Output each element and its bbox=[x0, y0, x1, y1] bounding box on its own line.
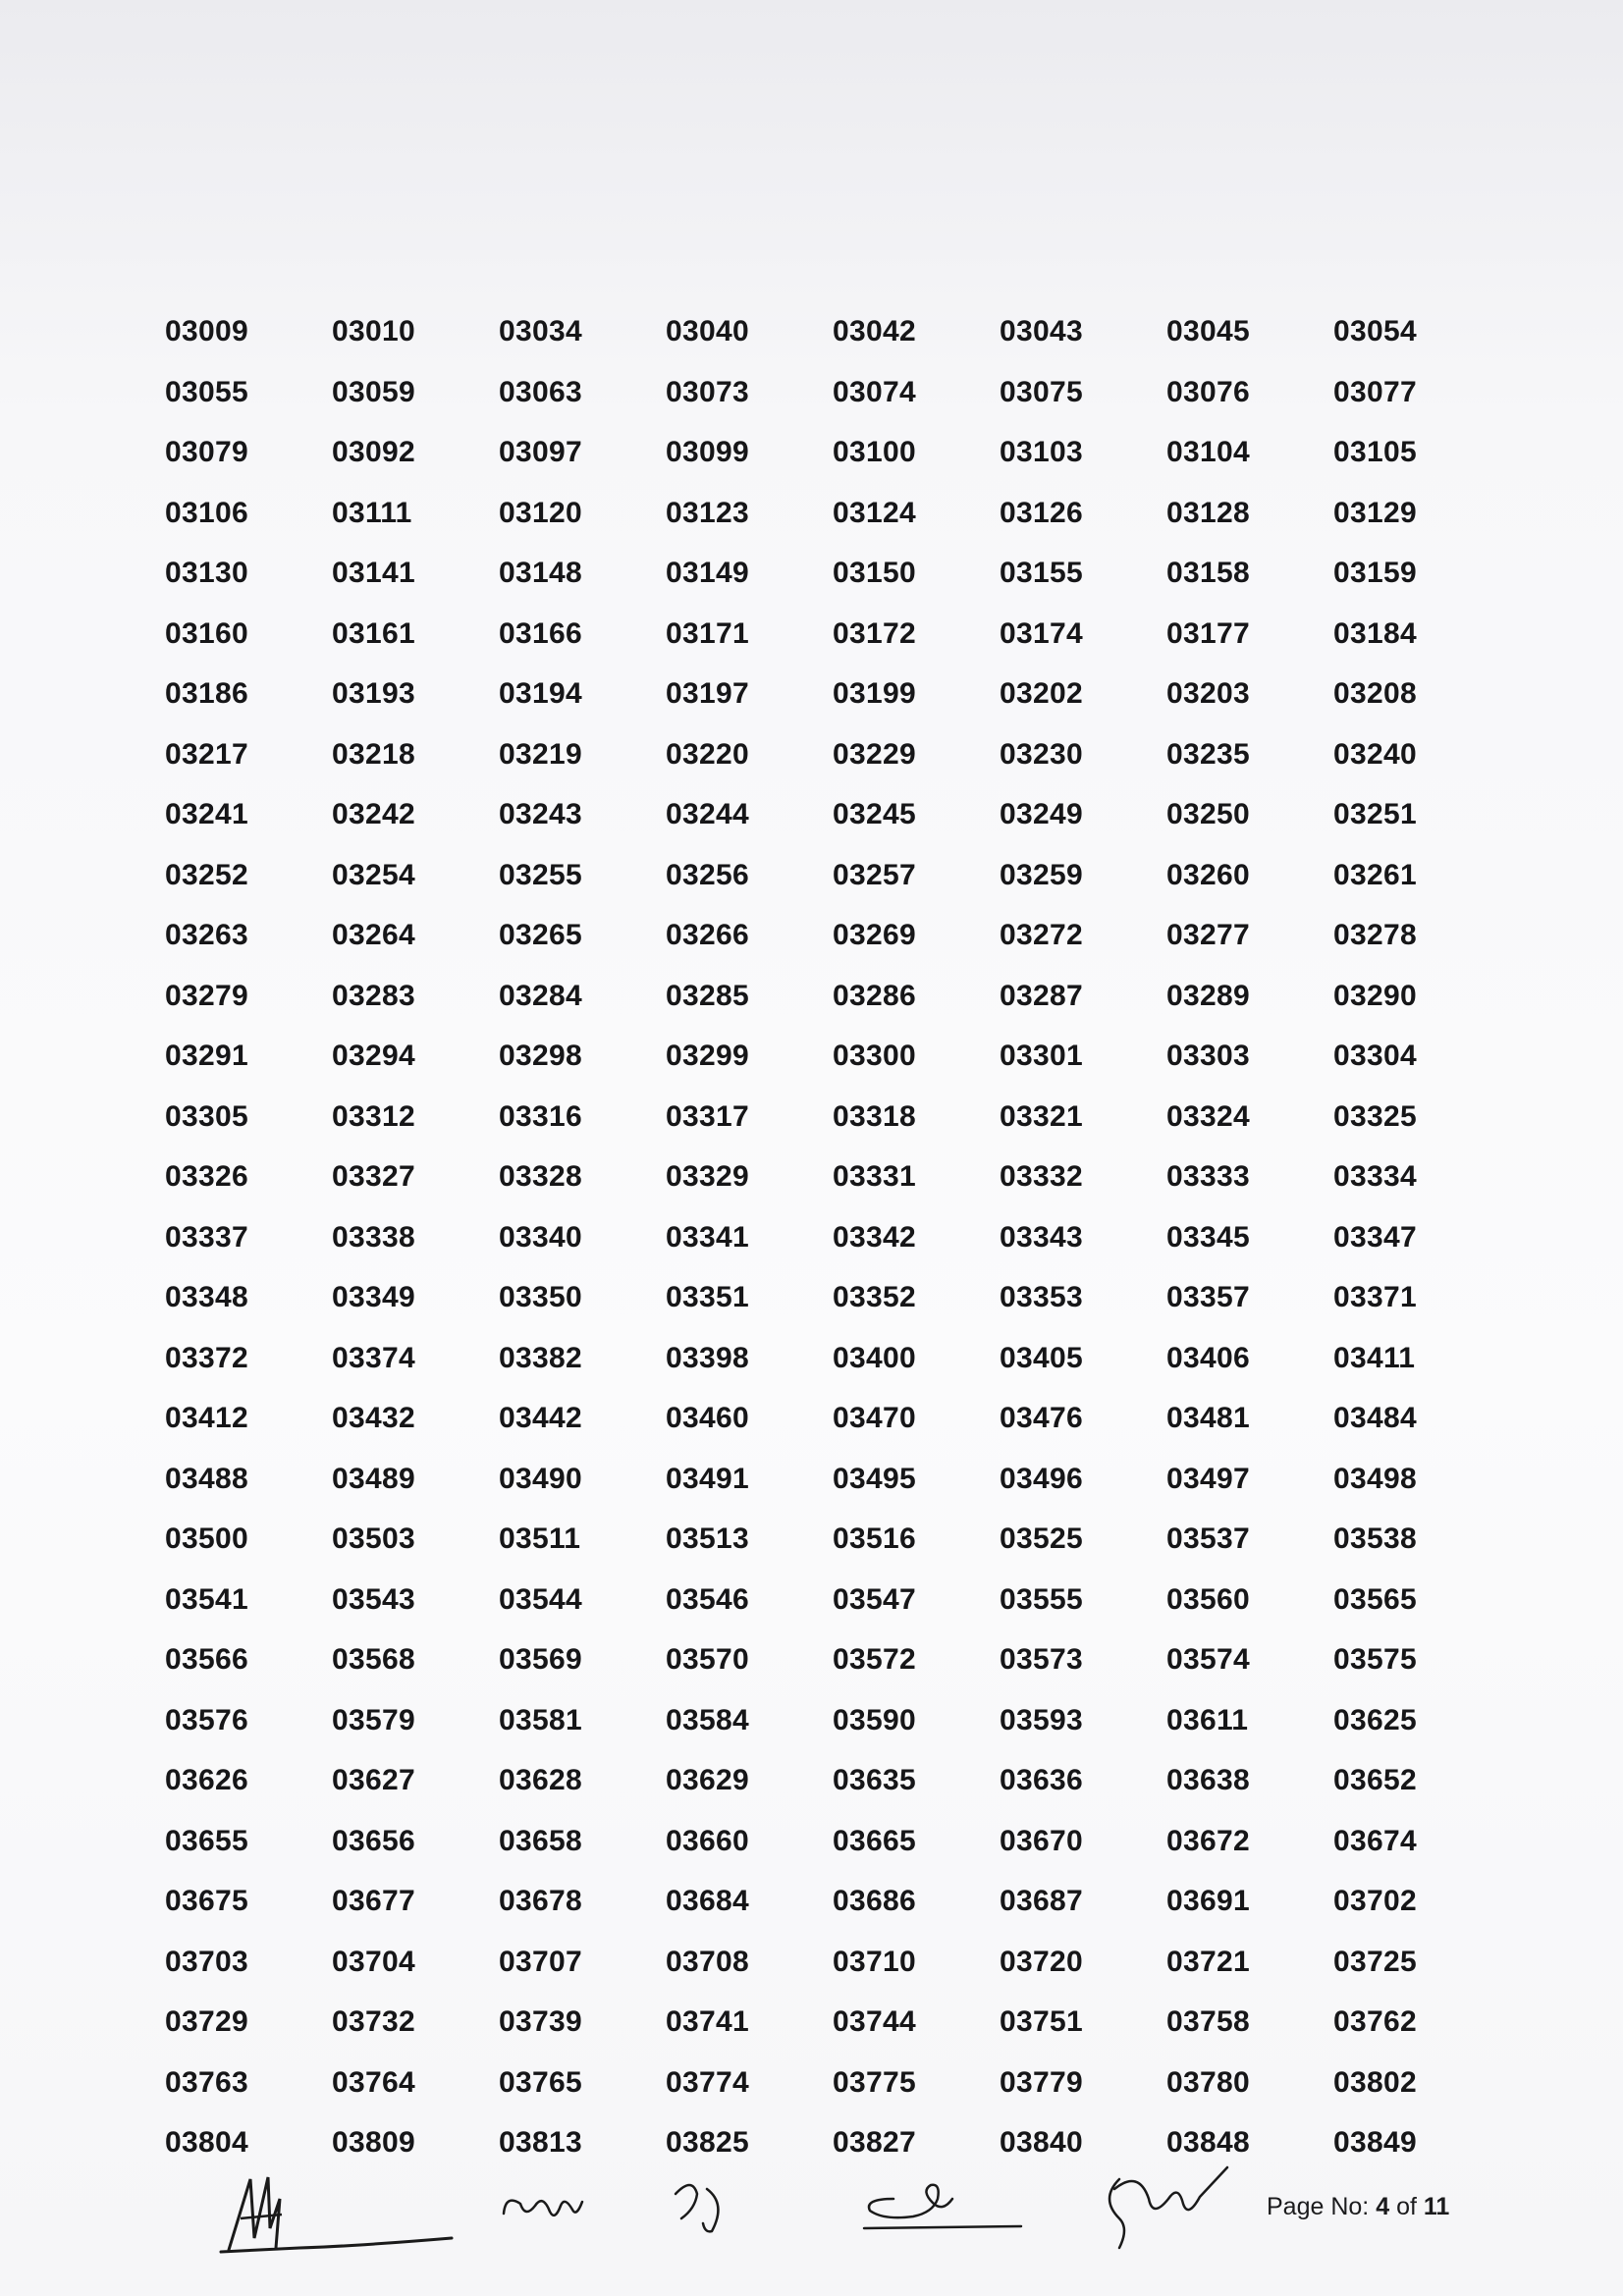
roll-number: 03572 bbox=[833, 1643, 916, 1676]
roll-number: 03055 bbox=[165, 375, 248, 408]
roll-number: 03299 bbox=[666, 1040, 749, 1072]
roll-number: 03242 bbox=[332, 798, 415, 830]
roll-number: 03337 bbox=[165, 1220, 248, 1254]
roll-number: 03160 bbox=[165, 616, 248, 650]
roll-number: 03581 bbox=[499, 1703, 582, 1736]
page-number-total: 11 bbox=[1423, 2193, 1450, 2220]
roll-number: 03442 bbox=[499, 1402, 582, 1434]
roll-number: 03665 bbox=[833, 1824, 916, 1857]
page-number-current: 4 bbox=[1376, 2193, 1390, 2220]
roll-number: 03825 bbox=[666, 2126, 749, 2159]
roll-number: 03398 bbox=[666, 1341, 749, 1374]
roll-number: 03432 bbox=[332, 1402, 415, 1434]
roll-number: 03324 bbox=[1166, 1099, 1250, 1133]
roll-number: 03763 bbox=[165, 2065, 248, 2099]
signature-2 bbox=[496, 2184, 594, 2233]
roll-number: 03244 bbox=[666, 798, 749, 830]
roll-number: 03677 bbox=[332, 1885, 415, 1917]
roll-number: 03126 bbox=[1000, 496, 1083, 529]
roll-number: 03488 bbox=[165, 1462, 248, 1495]
roll-number: 03334 bbox=[1333, 1160, 1417, 1193]
roll-number: 03219 bbox=[499, 737, 582, 771]
page-number bbox=[1267, 2193, 1449, 2221]
roll-number: 03708 bbox=[666, 1945, 749, 1978]
roll-number: 03802 bbox=[1333, 2065, 1417, 2099]
roll-number: 03304 bbox=[1333, 1040, 1417, 1072]
roll-number: 03166 bbox=[499, 616, 582, 650]
roll-number: 03199 bbox=[833, 677, 916, 710]
roll-number: 03251 bbox=[1333, 798, 1417, 830]
roll-number: 03707 bbox=[499, 1945, 582, 1978]
roll-number: 03259 bbox=[1000, 858, 1083, 891]
roll-number: 03349 bbox=[332, 1281, 415, 1313]
roll-number: 03569 bbox=[499, 1643, 582, 1676]
roll-number: 03345 bbox=[1166, 1220, 1250, 1254]
roll-number: 03476 bbox=[1000, 1402, 1083, 1434]
roll-number: 03284 bbox=[499, 979, 582, 1012]
roll-number: 03079 bbox=[165, 436, 248, 468]
roll-number: 03849 bbox=[1333, 2126, 1417, 2159]
roll-number: 03525 bbox=[1000, 1522, 1083, 1555]
roll-number: 03484 bbox=[1333, 1402, 1417, 1434]
roll-number: 03321 bbox=[1000, 1099, 1083, 1133]
roll-number: 03217 bbox=[165, 737, 248, 771]
roll-number: 03158 bbox=[1166, 557, 1250, 589]
roll-number: 03813 bbox=[499, 2126, 582, 2159]
roll-number: 03075 bbox=[1000, 375, 1083, 408]
roll-number: 03725 bbox=[1333, 1945, 1417, 1978]
roll-number: 03353 bbox=[1000, 1281, 1083, 1313]
roll-number: 03289 bbox=[1166, 979, 1250, 1012]
roll-number: 03675 bbox=[165, 1885, 248, 1917]
roll-number: 03687 bbox=[1000, 1885, 1083, 1917]
roll-number: 03352 bbox=[833, 1281, 916, 1313]
roll-number: 03547 bbox=[833, 1582, 916, 1616]
roll-number: 03097 bbox=[499, 436, 582, 468]
roll-number: 03159 bbox=[1333, 557, 1417, 589]
roll-number: 03570 bbox=[666, 1643, 749, 1676]
roll-number: 03703 bbox=[165, 1945, 248, 1978]
roll-number: 03412 bbox=[165, 1402, 248, 1434]
roll-number: 03741 bbox=[666, 2005, 749, 2038]
roll-number: 03150 bbox=[833, 557, 916, 589]
roll-number: 03590 bbox=[833, 1703, 916, 1736]
roll-number: 03660 bbox=[666, 1824, 749, 1857]
roll-number: 03076 bbox=[1166, 375, 1250, 408]
roll-number: 03218 bbox=[332, 737, 415, 771]
roll-number: 03720 bbox=[1000, 1945, 1083, 1978]
roll-number: 03652 bbox=[1333, 1764, 1417, 1796]
roll-number: 03460 bbox=[666, 1402, 749, 1434]
roll-number: 03266 bbox=[666, 919, 749, 951]
roll-number: 03300 bbox=[833, 1040, 916, 1072]
roll-number: 03092 bbox=[332, 436, 415, 468]
roll-number: 03721 bbox=[1166, 1945, 1250, 1978]
roll-number: 03264 bbox=[332, 919, 415, 951]
roll-number: 03312 bbox=[332, 1099, 415, 1133]
roll-number: 03318 bbox=[833, 1099, 916, 1133]
roll-number: 03111 bbox=[332, 496, 412, 529]
roll-number: 03678 bbox=[499, 1885, 582, 1917]
roll-number: 03073 bbox=[666, 375, 749, 408]
roll-number: 03174 bbox=[1000, 616, 1083, 650]
roll-number: 03371 bbox=[1333, 1281, 1417, 1313]
roll-number: 03303 bbox=[1166, 1040, 1250, 1072]
roll-number: 03503 bbox=[332, 1522, 415, 1555]
roll-number: 03241 bbox=[165, 798, 248, 830]
roll-number-grid bbox=[165, 312, 1481, 2184]
roll-number: 03758 bbox=[1166, 2005, 1250, 2038]
roll-number: 03406 bbox=[1166, 1341, 1250, 1374]
roll-number: 03294 bbox=[332, 1040, 415, 1072]
roll-number: 03496 bbox=[1000, 1462, 1083, 1495]
roll-number: 03405 bbox=[1000, 1341, 1083, 1374]
roll-number: 03059 bbox=[332, 375, 415, 408]
roll-number: 03593 bbox=[1000, 1703, 1083, 1736]
roll-number: 03347 bbox=[1333, 1220, 1417, 1254]
roll-number: 03287 bbox=[1000, 979, 1083, 1012]
roll-number: 03774 bbox=[666, 2065, 749, 2099]
roll-number: 03099 bbox=[666, 436, 749, 468]
roll-number: 03326 bbox=[165, 1160, 248, 1193]
roll-number: 03546 bbox=[666, 1582, 749, 1616]
roll-number: 03063 bbox=[499, 375, 582, 408]
roll-number: 03074 bbox=[833, 375, 916, 408]
roll-number: 03272 bbox=[1000, 919, 1083, 951]
roll-number: 03194 bbox=[499, 677, 582, 710]
signature-3 bbox=[668, 2174, 746, 2243]
roll-number: 03495 bbox=[833, 1462, 916, 1495]
roll-number: 03490 bbox=[499, 1462, 582, 1495]
roll-number: 03537 bbox=[1166, 1522, 1250, 1555]
roll-number: 03372 bbox=[165, 1341, 248, 1374]
roll-number: 03317 bbox=[666, 1099, 749, 1133]
roll-number: 03628 bbox=[499, 1764, 582, 1796]
roll-number: 03249 bbox=[1000, 798, 1083, 830]
roll-number: 03779 bbox=[1000, 2065, 1083, 2099]
roll-number: 03161 bbox=[332, 616, 415, 650]
roll-number: 03809 bbox=[332, 2126, 415, 2159]
roll-number: 03565 bbox=[1333, 1582, 1417, 1616]
roll-number: 03729 bbox=[165, 2005, 248, 2038]
roll-number: 03040 bbox=[666, 315, 749, 347]
roll-number: 03357 bbox=[1166, 1281, 1250, 1313]
roll-number: 03298 bbox=[499, 1040, 582, 1072]
roll-number: 03220 bbox=[666, 737, 749, 771]
roll-number: 03627 bbox=[332, 1764, 415, 1796]
roll-number: 03254 bbox=[332, 858, 415, 891]
roll-number: 03243 bbox=[499, 798, 582, 830]
roll-number: 03193 bbox=[332, 677, 415, 710]
roll-number: 03043 bbox=[1000, 315, 1083, 347]
roll-number: 03186 bbox=[165, 677, 248, 710]
roll-number: 03269 bbox=[833, 919, 916, 951]
roll-number: 03382 bbox=[499, 1341, 582, 1374]
roll-number: 03208 bbox=[1333, 677, 1417, 710]
roll-number: 03400 bbox=[833, 1341, 916, 1374]
roll-number: 03544 bbox=[499, 1582, 582, 1616]
roll-number: 03328 bbox=[499, 1160, 582, 1193]
roll-number: 03555 bbox=[1000, 1582, 1083, 1616]
roll-number: 03010 bbox=[332, 315, 415, 347]
roll-number: 03184 bbox=[1333, 616, 1417, 650]
roll-number: 03177 bbox=[1166, 616, 1250, 650]
roll-number: 03541 bbox=[165, 1582, 248, 1616]
signature-4 bbox=[854, 2169, 1031, 2238]
roll-number: 03374 bbox=[332, 1341, 415, 1374]
roll-number: 03155 bbox=[1000, 557, 1083, 589]
roll-number: 03576 bbox=[165, 1703, 248, 1736]
roll-number: 03804 bbox=[165, 2126, 248, 2159]
roll-number: 03240 bbox=[1333, 737, 1417, 771]
roll-number: 03256 bbox=[666, 858, 749, 891]
roll-number: 03263 bbox=[165, 919, 248, 951]
roll-number: 03120 bbox=[499, 496, 582, 529]
roll-number: 03348 bbox=[165, 1281, 248, 1313]
roll-number: 03574 bbox=[1166, 1643, 1250, 1676]
roll-number: 03235 bbox=[1166, 737, 1250, 771]
roll-number: 03351 bbox=[666, 1281, 749, 1313]
page-number-label: Page No: bbox=[1267, 2193, 1370, 2220]
roll-number: 03252 bbox=[165, 858, 248, 891]
roll-number: 03332 bbox=[1000, 1160, 1083, 1193]
roll-number: 03278 bbox=[1333, 919, 1417, 951]
roll-number: 03516 bbox=[833, 1522, 916, 1555]
roll-number: 03840 bbox=[1000, 2126, 1083, 2159]
roll-number: 03172 bbox=[833, 616, 916, 650]
roll-number: 03513 bbox=[666, 1522, 749, 1555]
roll-number: 03285 bbox=[666, 979, 749, 1012]
roll-number: 03498 bbox=[1333, 1462, 1417, 1495]
roll-number: 03566 bbox=[165, 1643, 248, 1676]
roll-number: 03625 bbox=[1333, 1703, 1417, 1736]
roll-number: 03149 bbox=[666, 557, 749, 589]
roll-number: 03279 bbox=[165, 979, 248, 1012]
roll-number: 03670 bbox=[1000, 1824, 1083, 1857]
roll-number: 03343 bbox=[1000, 1220, 1083, 1254]
roll-number: 03171 bbox=[666, 616, 749, 650]
roll-number: 03350 bbox=[499, 1281, 582, 1313]
roll-number: 03573 bbox=[1000, 1643, 1083, 1676]
roll-number: 03575 bbox=[1333, 1643, 1417, 1676]
roll-number: 03470 bbox=[833, 1402, 916, 1434]
roll-number: 03123 bbox=[666, 496, 749, 529]
roll-number: 03732 bbox=[332, 2005, 415, 2038]
roll-number: 03077 bbox=[1333, 375, 1417, 408]
roll-number: 03411 bbox=[1333, 1341, 1416, 1374]
roll-number: 03277 bbox=[1166, 919, 1250, 951]
roll-number: 03331 bbox=[833, 1160, 916, 1193]
roll-number: 03635 bbox=[833, 1764, 916, 1796]
roll-number: 03500 bbox=[165, 1522, 248, 1555]
roll-number: 03342 bbox=[833, 1220, 916, 1254]
roll-number: 03338 bbox=[332, 1220, 415, 1254]
roll-number: 03045 bbox=[1166, 315, 1250, 347]
roll-number: 03489 bbox=[332, 1462, 415, 1495]
roll-number: 03286 bbox=[833, 979, 916, 1012]
roll-number: 03658 bbox=[499, 1824, 582, 1857]
roll-number: 03674 bbox=[1333, 1824, 1417, 1857]
roll-number: 03655 bbox=[165, 1824, 248, 1857]
roll-number: 03141 bbox=[332, 557, 415, 589]
roll-number: 03780 bbox=[1166, 2065, 1250, 2099]
roll-number: 03775 bbox=[833, 2065, 916, 2099]
page-number-of: of bbox=[1396, 2193, 1417, 2220]
roll-number: 03739 bbox=[499, 2005, 582, 2038]
roll-number: 03329 bbox=[666, 1160, 749, 1193]
roll-number: 03611 bbox=[1166, 1703, 1249, 1736]
roll-number: 03497 bbox=[1166, 1462, 1250, 1495]
roll-number: 03704 bbox=[332, 1945, 415, 1978]
roll-number: 03230 bbox=[1000, 737, 1083, 771]
roll-number: 03511 bbox=[499, 1522, 581, 1555]
roll-number: 03340 bbox=[499, 1220, 582, 1254]
roll-number: 03764 bbox=[332, 2065, 415, 2099]
roll-number: 03203 bbox=[1166, 677, 1250, 710]
roll-number: 03255 bbox=[499, 858, 582, 891]
roll-number: 03257 bbox=[833, 858, 916, 891]
signature-1 bbox=[211, 2169, 466, 2263]
roll-number: 03762 bbox=[1333, 2005, 1417, 2038]
roll-number: 03765 bbox=[499, 2065, 582, 2099]
roll-number: 03584 bbox=[666, 1703, 749, 1736]
roll-number: 03672 bbox=[1166, 1824, 1250, 1857]
roll-number: 03042 bbox=[833, 315, 916, 347]
roll-number: 03629 bbox=[666, 1764, 749, 1796]
roll-number: 03316 bbox=[499, 1099, 582, 1133]
roll-number: 03491 bbox=[666, 1462, 749, 1495]
roll-number: 03283 bbox=[332, 979, 415, 1012]
roll-number: 03341 bbox=[666, 1220, 749, 1254]
roll-number: 03202 bbox=[1000, 677, 1083, 710]
roll-number: 03009 bbox=[165, 315, 248, 347]
roll-number: 03229 bbox=[833, 737, 916, 771]
roll-number: 03626 bbox=[165, 1764, 248, 1796]
roll-number: 03538 bbox=[1333, 1522, 1417, 1555]
roll-number: 03744 bbox=[833, 2005, 916, 2038]
roll-number: 03148 bbox=[499, 557, 582, 589]
roll-number: 03686 bbox=[833, 1885, 916, 1917]
signature-5 bbox=[1090, 2150, 1237, 2258]
roll-number: 03291 bbox=[165, 1040, 248, 1072]
roll-number: 03684 bbox=[666, 1885, 749, 1917]
roll-number: 03579 bbox=[332, 1703, 415, 1736]
roll-number: 03100 bbox=[833, 436, 916, 468]
roll-number: 03034 bbox=[499, 315, 582, 347]
roll-number: 03751 bbox=[1000, 2005, 1083, 2038]
roll-number: 03105 bbox=[1333, 436, 1417, 468]
roll-number: 03691 bbox=[1166, 1885, 1250, 1917]
roll-number: 03710 bbox=[833, 1945, 916, 1978]
roll-number: 03260 bbox=[1166, 858, 1250, 891]
roll-number: 03054 bbox=[1333, 315, 1417, 347]
roll-number: 03481 bbox=[1166, 1402, 1250, 1434]
roll-number: 03636 bbox=[1000, 1764, 1083, 1796]
roll-number: 03333 bbox=[1166, 1160, 1250, 1193]
roll-number: 03129 bbox=[1333, 496, 1417, 529]
roll-number: 03128 bbox=[1166, 496, 1250, 529]
roll-number: 03250 bbox=[1166, 798, 1250, 830]
roll-number: 03638 bbox=[1166, 1764, 1250, 1796]
roll-number: 03305 bbox=[165, 1099, 248, 1133]
roll-number: 03265 bbox=[499, 919, 582, 951]
roll-number: 03104 bbox=[1166, 436, 1250, 468]
roll-number: 03656 bbox=[332, 1824, 415, 1857]
roll-number: 03560 bbox=[1166, 1582, 1250, 1616]
roll-number: 03827 bbox=[833, 2126, 916, 2159]
roll-number: 03848 bbox=[1166, 2126, 1250, 2159]
roll-number: 03543 bbox=[332, 1582, 415, 1616]
roll-number: 03245 bbox=[833, 798, 916, 830]
roll-number: 03568 bbox=[332, 1643, 415, 1676]
roll-number: 03103 bbox=[1000, 436, 1083, 468]
roll-number: 03261 bbox=[1333, 858, 1417, 891]
roll-number: 03702 bbox=[1333, 1885, 1417, 1917]
roll-number: 03106 bbox=[165, 496, 248, 529]
roll-number: 03327 bbox=[332, 1160, 415, 1193]
roll-number: 03301 bbox=[1000, 1040, 1083, 1072]
roll-number: 03325 bbox=[1333, 1099, 1417, 1133]
roll-number: 03290 bbox=[1333, 979, 1417, 1012]
roll-number: 03130 bbox=[165, 557, 248, 589]
roll-number: 03124 bbox=[833, 496, 916, 529]
roll-number: 03197 bbox=[666, 677, 749, 710]
